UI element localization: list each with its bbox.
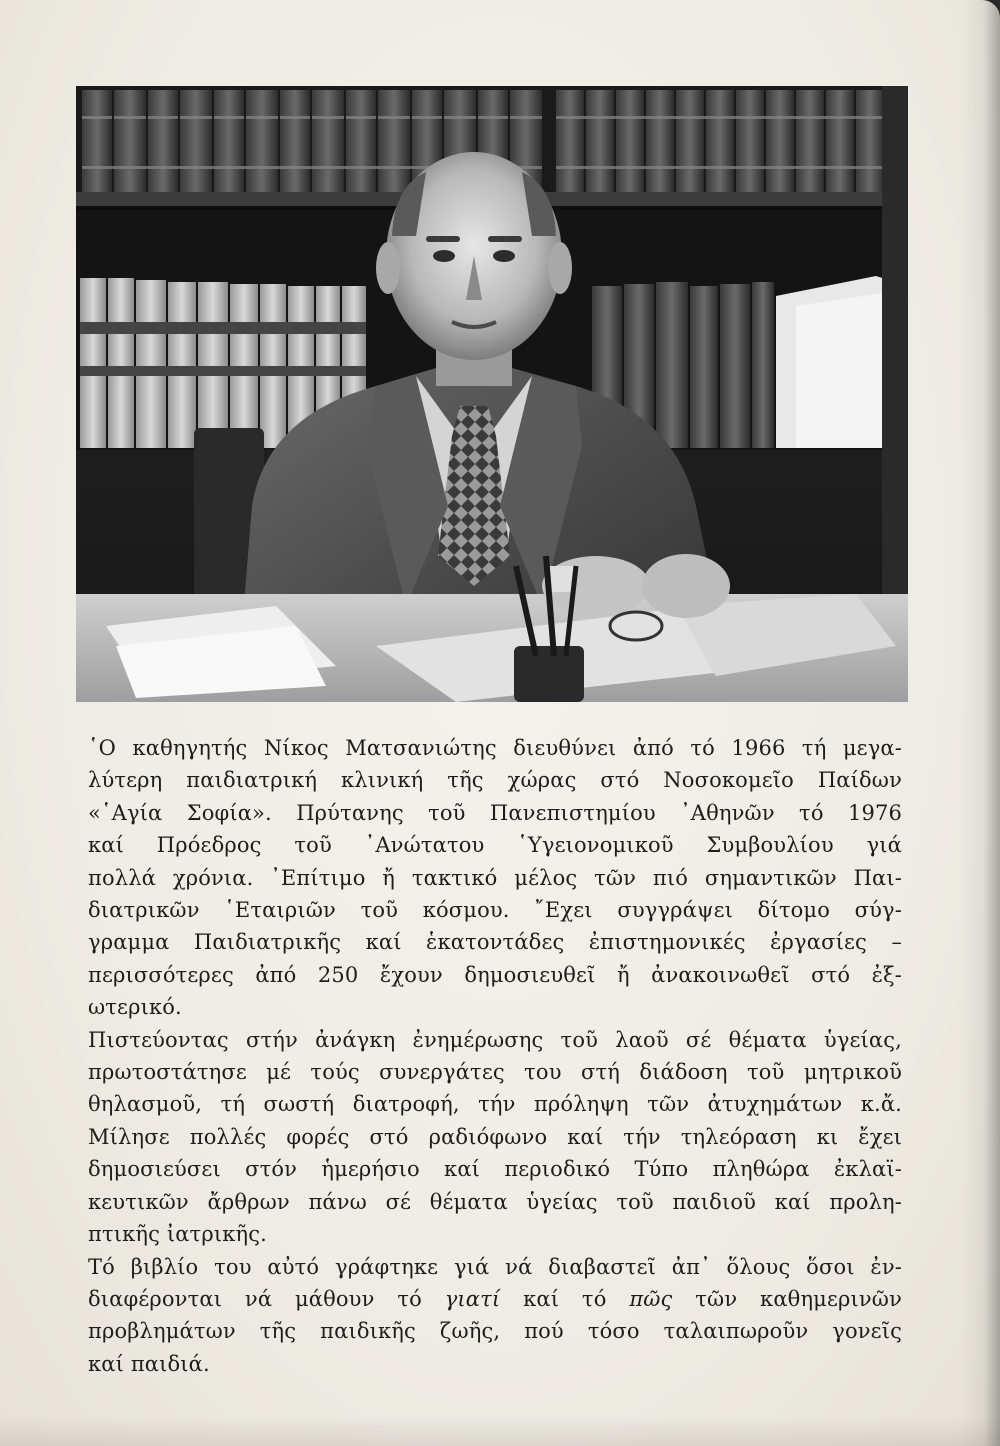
text-line: πολλά χρόνια. ᾿Επίτιμο ἤ τακτικό μέλος τῶν πιό σημαντικῶν Παι- <box>88 865 902 890</box>
text-line: καί παιδιά. <box>88 1351 210 1376</box>
text-line: κευτικῶν ἄρθρων πάνω σέ θέματα ὑγείας τοῦ παιδιοῦ καί προλη- <box>88 1189 902 1214</box>
text-line: ῾Ο καθηγητής Νίκος Ματσανιώτης διευθύνει ἀπό τό 1966 τή μεγα- <box>88 736 902 760</box>
text-line-mixed <box>88 1283 902 1315</box>
text-line: διατρικῶν ῾Εταιριῶν τοῦ κόσμου. ῎Εχει συγγράψει δίτομο σύγ- <box>88 898 902 923</box>
text-line: «῾Αγία Σοφία». Πρύτανης τοῦ Πανεπιστημίου ᾿Αθηνῶν τό 1976 <box>88 800 902 825</box>
text-line: Πιστεύοντας στήν ἀνάγκη ἐνημέρωσης τοῦ λαοῦ σέ θέματα ὑγείας, <box>88 1027 902 1052</box>
text-line: πρωτοστάτησε μέ τούς συνεργάτες του στή διάδοση τοῦ μητρικοῦ <box>88 1060 902 1085</box>
text-line: περισσότερες ἀπό 250 ἔχουν δημοσιευθεῖ ἤ ἀνακοινωθεῖ στό ἐξ- <box>88 962 902 987</box>
biography-text <box>88 732 902 1380</box>
page-bottom-wear <box>0 1416 1000 1446</box>
text-segment: διαφέρονται νά μάθουν τό <box>88 1286 445 1311</box>
text-segment: τῶν καθημερινῶν <box>672 1286 902 1311</box>
text-line: προβλημάτων τῆς παιδικῆς ζωῆς, πού τόσο ταλαιπωροῦν γονεῖς <box>88 1319 902 1344</box>
portrait-photo <box>76 86 908 702</box>
text-line: ωτερικό. <box>88 995 182 1020</box>
paragraph-1 <box>88 732 902 1024</box>
text-line: πτικῆς ἰατρικῆς. <box>88 1222 267 1247</box>
text-line: γραμμα Παιδιατρικῆς καί ἑκατοντάδες ἐπιστημονικές ἐργασίες – <box>88 930 902 955</box>
text-line: θηλασμοῦ, τή σωστή διατροφή, τήν πρόληψη τῶν ἀτυχημάτων κ.ἄ. <box>88 1092 902 1117</box>
paragraph-3 <box>88 1251 902 1381</box>
page-edge-shadow <box>960 0 1000 1446</box>
text-line: καί Πρόεδρος τοῦ ᾿Ανώτατου ῾Υγειονομικοῦ Συμβουλίου γιά <box>88 833 902 858</box>
italic-word: γιατί <box>444 1286 501 1311</box>
text-line: λύτερη παιδιατρική κλινική τῆς χώρας στό Νοσοκομεῖο Παίδων <box>88 768 902 793</box>
text-line: Μίλησε πολλές φορές στό ραδιόφωνο καί τήν τηλεόραση κι ἔχει <box>88 1124 902 1149</box>
paragraph-2 <box>88 1024 902 1251</box>
text-line: δημοσιεύσει στόν ἡμερήσιο καί περιοδικό Τύπο πληθώρα ἐκλαϊ- <box>88 1157 902 1182</box>
italic-word: πῶς <box>629 1286 673 1311</box>
portrait-photo-image <box>76 86 908 702</box>
text-segment: καί τό <box>500 1286 630 1311</box>
text-line: Τό βιβλίο του αὐτό γράφτηκε γιά νά διαβαστεῖ ἀπ᾿ ὅλους ὅσοι ἐν- <box>88 1254 902 1279</box>
